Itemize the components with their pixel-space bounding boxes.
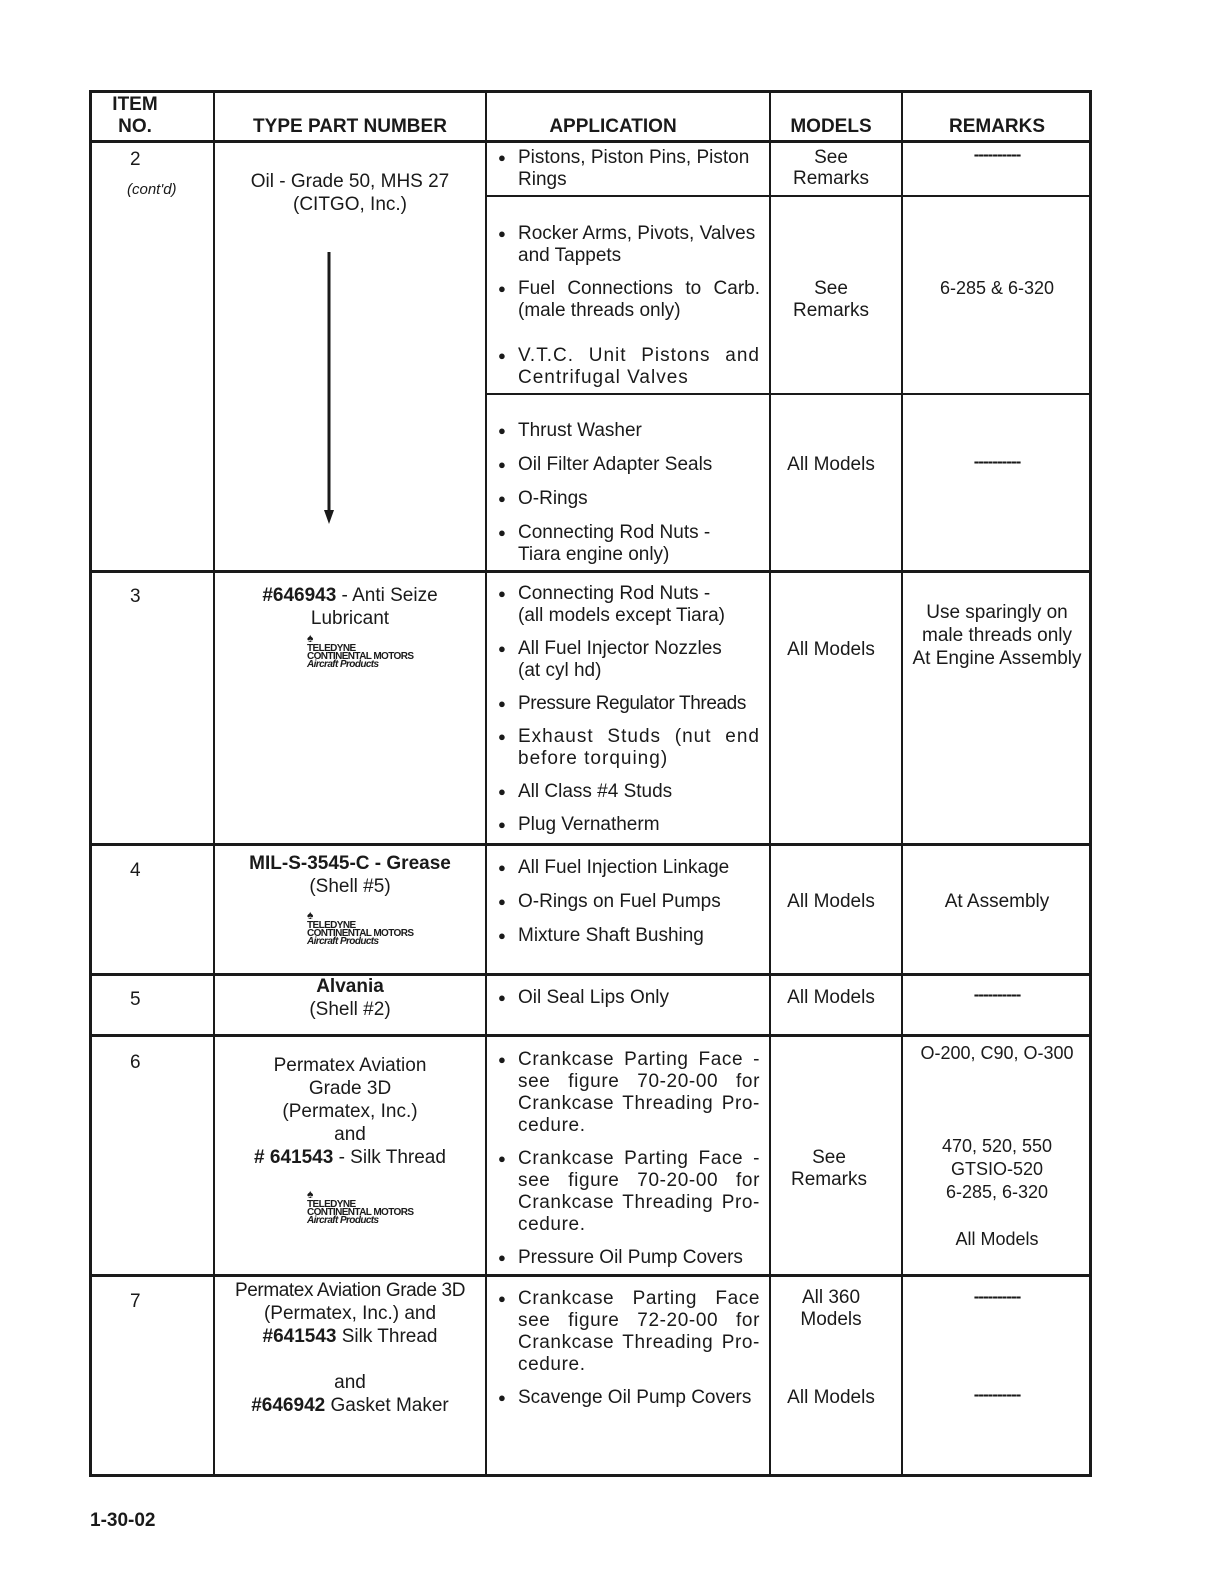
- logo-line2: CONTINENTAL MOTORS: [307, 651, 414, 662]
- models-cell: All 360 Models: [800, 1287, 862, 1330]
- teledyne-logo: [307, 910, 437, 952]
- header-remarks: REMARKS: [948, 116, 1046, 137]
- application-list: [488, 987, 760, 1009]
- item-number: 4: [130, 860, 141, 881]
- application-list: [488, 1387, 760, 1409]
- part-number-desc2: Lubricant: [310, 608, 390, 629]
- list-item: ● Plug Vernatherm: [488, 814, 760, 836]
- models-cell: All Models: [787, 891, 875, 912]
- models-cell: See Remarks: [790, 1147, 867, 1190]
- logo-bird-icon: ♠: [307, 631, 314, 645]
- item-number: 7: [130, 1291, 141, 1312]
- application-list: [488, 1049, 760, 1269]
- list-item: ● Connecting Rod Nuts - (all models except Tiara): [488, 583, 760, 627]
- header-application: APPLICATION: [549, 116, 677, 137]
- logo-line3: Aircraft Products: [307, 659, 379, 670]
- logo-bird-icon: ♠: [307, 908, 314, 922]
- part-number: [215, 852, 485, 898]
- part-number-code: #641543: [262, 1326, 337, 1347]
- list-item: ● Crankcase Parting Face - see figure 70-20-00 for Crankcase Threading Pro-cedure.: [488, 1148, 760, 1236]
- application-list: [488, 223, 760, 267]
- teledyne-logo: [307, 1189, 437, 1231]
- application-list: [488, 857, 760, 947]
- logo-bird-icon: ♠: [307, 1187, 314, 1201]
- part-number: Oil - Grade 50, MHS 27 (CITGO, Inc.): [250, 171, 450, 215]
- remarks-cell: O-200, C90, O-300: [920, 1043, 1074, 1063]
- part-number-code: # 641543: [254, 1147, 334, 1168]
- remarks-cell: ----------: [973, 452, 1021, 471]
- part-number: [215, 1279, 485, 1417]
- application-list: [488, 1288, 760, 1376]
- application-list: [488, 147, 760, 191]
- remarks-cell: 6-285 & 6-320: [939, 278, 1055, 298]
- list-item: ● Oil Filter Adapter Seals: [488, 454, 760, 476]
- list-item: ● Connecting Rod Nuts - Tiara engine only): [488, 522, 728, 566]
- part-number-desc: - Anti Seize: [336, 585, 438, 606]
- list-item: ● Pistons, Piston Pins, Piston Rings: [488, 147, 760, 191]
- part-number-desc2: - Silk Thread: [333, 1147, 446, 1168]
- remarks-cell: ----------: [973, 1287, 1021, 1306]
- logo-line1: TELEDYNE: [307, 643, 356, 654]
- remarks-cell: Use sparingly on male threads only At Engine Assembly: [912, 602, 1082, 669]
- part-number-code: #646943: [262, 585, 337, 606]
- item-number: 6: [130, 1052, 141, 1073]
- list-item: ● O-Rings: [488, 488, 760, 510]
- list-item: ● O-Rings on Fuel Pumps: [488, 891, 760, 913]
- remarks-cell: All Models: [955, 1229, 1039, 1249]
- part-number-desc3: Silk Thread: [336, 1326, 438, 1347]
- list-item: ● Crankcase Parting Face - see figure 70-20-00 for Crankcase Threading Pro-cedure.: [488, 1049, 760, 1137]
- item-number: 2: [130, 149, 141, 170]
- application-list: [488, 278, 760, 322]
- continued-note: (cont'd): [127, 181, 177, 198]
- list-item: ● Rocker Arms, Pivots, Valves and Tappets: [488, 223, 760, 267]
- list-item: ● Exhaust Studs (nut end before torquing): [488, 726, 760, 770]
- header-models: MODELS: [790, 116, 872, 137]
- models-cell: All Models: [787, 639, 875, 660]
- list-item: ● Scavenge Oil Pump Covers: [488, 1387, 760, 1409]
- list-item: ● Mixture Shaft Bushing: [488, 925, 760, 947]
- list-item: ● Fuel Connections to Carb. (male threads only): [488, 278, 760, 322]
- models-cell: See Remarks: [792, 278, 869, 321]
- remarks-cell: At Assembly: [944, 891, 1050, 912]
- part-number: [215, 975, 485, 1021]
- list-item: ● All Fuel Injector Nozzles (at cyl hd): [488, 638, 760, 682]
- teledyne-logo: [307, 633, 437, 675]
- list-item: ● Oil Seal Lips Only: [488, 987, 760, 1009]
- logo-line3: Aircraft Products: [307, 1215, 379, 1226]
- remarks-cell: ----------: [973, 1385, 1021, 1404]
- logo-line1: TELEDYNE: [307, 920, 356, 931]
- header-type-part-number: TYPE PART NUMBER: [253, 116, 447, 137]
- part-number-desc: (Shell #2): [309, 999, 391, 1020]
- part-number-and: and: [334, 1372, 366, 1393]
- list-item: ● Thrust Washer: [488, 420, 760, 442]
- models-cell: See Remarks: [792, 147, 869, 189]
- down-arrow-icon: [321, 252, 337, 527]
- part-number-desc: (Shell #5): [309, 876, 391, 897]
- part-number-code: MIL-S-3545-C - Grease: [249, 853, 451, 874]
- part-number: [215, 1054, 485, 1169]
- application-list: [488, 345, 760, 389]
- item-number: 3: [130, 586, 141, 607]
- list-item: ● Pressure Regulator Threads: [488, 693, 760, 715]
- logo-line2: CONTINENTAL MOTORS: [307, 928, 414, 939]
- models-cell: All Models: [787, 454, 875, 475]
- logo-line1: TELEDYNE: [307, 1199, 356, 1210]
- part-number-desc: Permatex Aviation Grade 3D: [234, 1280, 466, 1301]
- part-number: [215, 584, 485, 630]
- part-number-code2: #646942: [251, 1395, 326, 1416]
- list-item: ● All Class #4 Studs: [488, 781, 760, 803]
- list-item: ● V.T.C. Unit Pistons and Centrifugal Valves: [488, 345, 760, 389]
- logo-line3: Aircraft Products: [307, 936, 379, 947]
- models-cell: All Models: [787, 1387, 875, 1408]
- page-number: 1-30-02: [90, 1510, 156, 1531]
- application-list: [488, 420, 760, 566]
- part-number-desc: Permatex Aviation Grade 3D (Permatex, Inc.) and: [273, 1055, 427, 1145]
- part-number-desc2: (Permatex, Inc.) and: [263, 1303, 437, 1324]
- item-number: 5: [130, 989, 141, 1010]
- list-item: ● Crankcase Parting Face see figure 72-20-00 for Crankcase Threading Pro-cedure.: [488, 1288, 760, 1376]
- remarks-cell: ----------: [973, 145, 1021, 164]
- models-cell: All Models: [787, 987, 875, 1008]
- header-item-no: ITEM NO.: [112, 94, 158, 137]
- remarks-cell: 470, 520, 550 GTSIO-520 6-285, 6-320: [941, 1136, 1053, 1202]
- part-number-desc4: Gasket Maker: [325, 1395, 449, 1416]
- application-list: [488, 583, 760, 836]
- remarks-cell: ----------: [973, 985, 1021, 1004]
- part-number-code: Alvania: [316, 976, 384, 997]
- logo-line2: CONTINENTAL MOTORS: [307, 1207, 414, 1218]
- list-item: ● Pressure Oil Pump Covers: [488, 1247, 760, 1269]
- list-item: ● All Fuel Injection Linkage: [488, 857, 760, 879]
